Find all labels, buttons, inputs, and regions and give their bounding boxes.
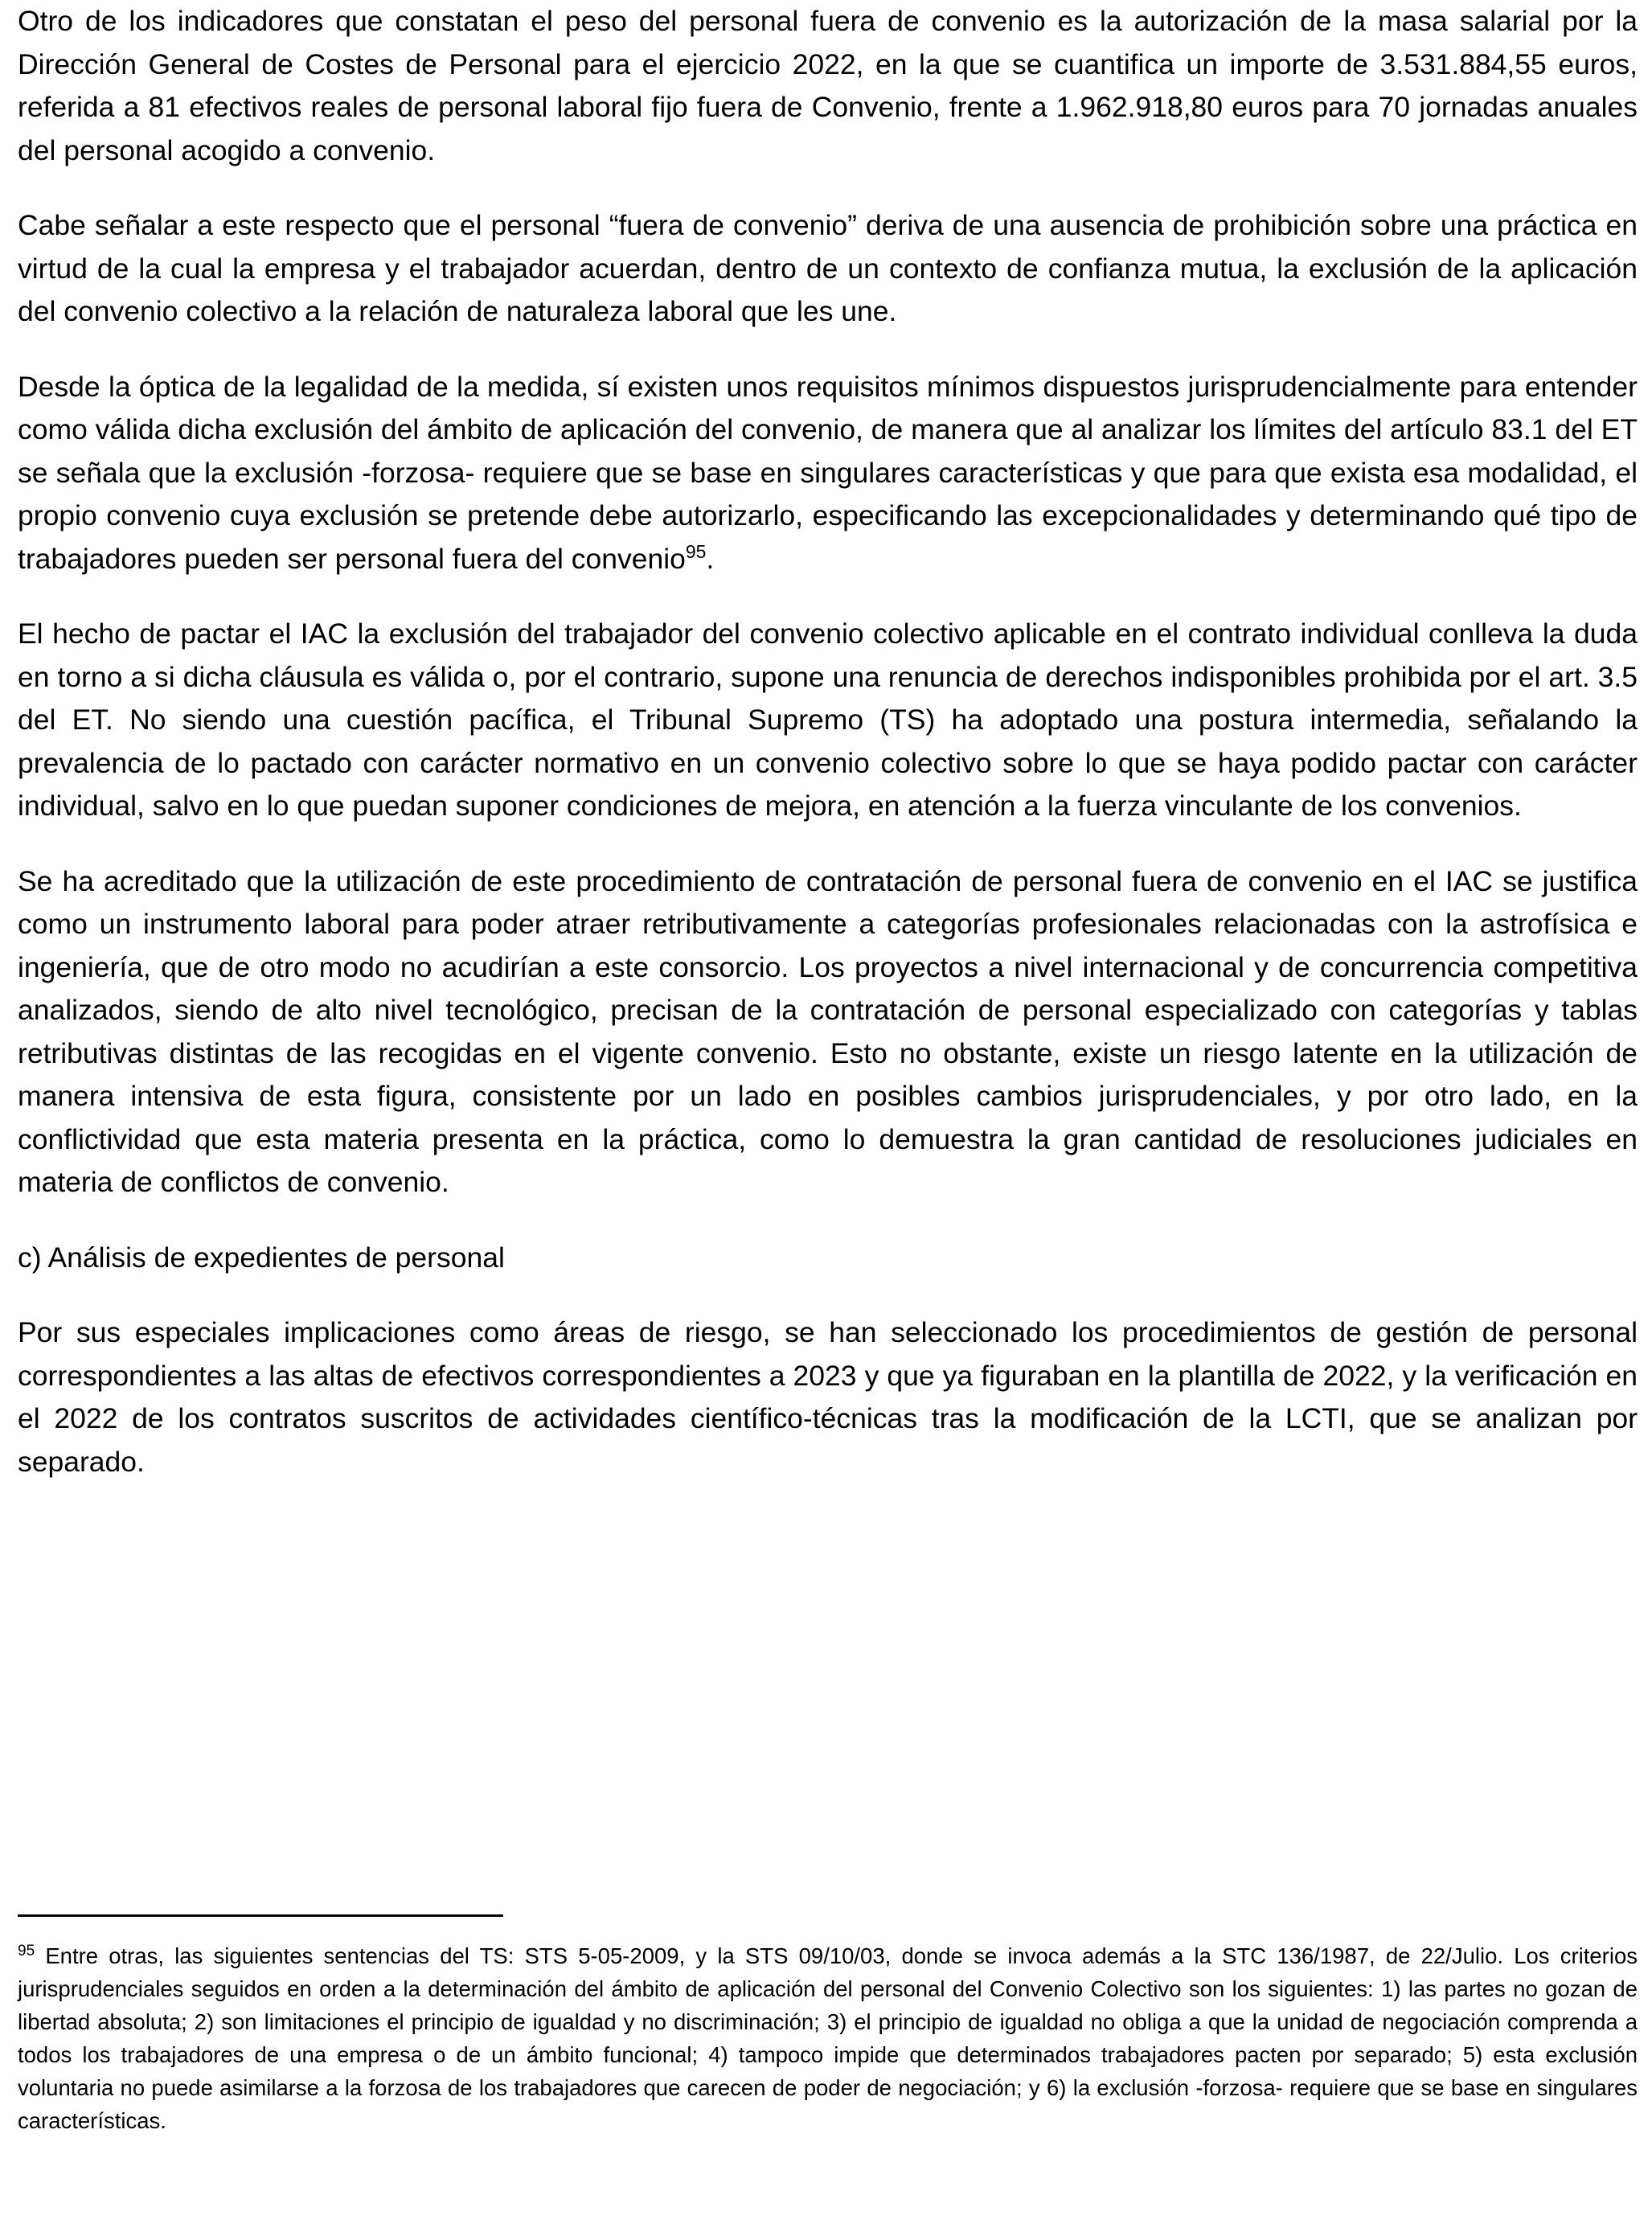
paragraph-6: Por sus especiales implicaciones como áreas de riesgo, se han seleccionado los procedimientos de gestión de personal correspondientes a las altas de efectivos correspondientes a 2023 y que ya figuraban en la plantilla de 2022, y la verificación en el 2022 de los contratos suscritos de actividades científico-técnicas tras la modificación de la LCTI, que se analizan por separado. — [18, 1316, 1638, 1478]
paragraph-5: Se ha acreditado que la utilización de este procedimiento de contratación de personal fuera de convenio en el IAC se justifica como un instrumento laboral para poder atraer retributivamente a categorías profesionales relacionadas con la astrofísica e ingeniería, que de otro modo no acudirían a este consorcio. Los proyectos a nivel internacional y de concurrencia competitiva analizados, siendo de alto nivel tecnológico, precisan de la contratación de personal especializado con categorías y tablas retributivas distintas de las recogidas en el vigente convenio. Esto no obstante, existe un riesgo latente en la utilización de manera intensiva de esta figura, consistente por un lado en posibles cambios jurisprudenciales, y por otro lado, en la conflictividad que esta materia presenta en la práctica, como lo demuestra la gran cantidad de resoluciones judiciales en materia de conflictos de convenio. — [18, 864, 1638, 1198]
body-text-column — [18, 0, 1638, 1483]
footnote-text-95: Entre otras, las siguientes sentencias del TS: STS 5-05-2009, y la STS 09/10/03, donde se invoca además a la STC 136/1987, de 22/Julio. Los criterios jurisprudenciales seguidos en orden a la determinación del ámbito de aplicación del personal del Convenio Colectivo son los siguientes: 1) las partes no gozan de libertad absoluta; 2) son limitaciones el principio de igualdad y no discriminación; 3) el principio de igualdad no obliga a que la unidad de negociación comprenda a todos los trabajadores de una empresa o de un ámbito funcional; 4) tampoco impide que determinados trabajadores pacten por separado; 5) esta exclusión voluntaria no puede asimilarse a la forzosa de los trabajadores que carecen de poder de negociación; y 6) la exclusión -forzosa- requiere que se base en singulares características. — [18, 1943, 1638, 2133]
footnote-number-95: 95 — [18, 1942, 35, 1959]
paragraph-1: Otro de los indicadores que constatan el peso del personal fuera de convenio es la autorización de la masa salarial por la Dirección General de Costes de Personal para el ejercicio 2022, en la que se cuantifica un importe de 3.531.884,55 euros, referida a 81 efectivos reales de personal laboral fijo fuera de Convenio, frente a 1.962.918,80 euros para 70 jornadas anuales del personal acogido a convenio. — [18, 5, 1638, 166]
section-heading-c: c) Análisis de expedientes de personal — [18, 1241, 505, 1274]
paragraph-3-text: Desde la óptica de la legalidad de la medida, sí existen unos requisitos mínimos dispuestos jurisprudencialmente para entender como válida dicha exclusión del ámbito de aplicación del convenio, de manera que al analizar los límites del artículo 83.1 del ET se señala que la exclusión -forzosa- requiere que se base en singulares características y que para que exista esa modalidad, el propio convenio cuya exclusión se pretende debe autorizarlo, especificando las excepcionalidades y determinando qué tipo de trabajadores pueden ser personal fuera del convenio — [18, 370, 1638, 575]
footnote-item-95 — [18, 1939, 1638, 2137]
paragraph-4: El hecho de pactar el IAC la exclusión del trabajador del convenio colectivo aplicable en el contrato individual conlleva la duda en torno a si dicha cláusula es válida o, por el contrario, supone una renuncia de derechos indisponibles prohibida por el art. 3.5 del ET. No siendo una cuestión pacífica, el Tribunal Supremo (TS) ha adoptado una postura intermedia, señalando la prevalencia de lo pactado con carácter normativo en un convenio colectivo sobre lo que se haya podido pactar con carácter individual, salvo en lo que puedan suponer condiciones de mejora, en atención a la fuerza vinculante de los convenios. — [18, 618, 1638, 822]
footnote-area — [18, 1914, 1638, 2137]
paragraph-2: Cabe señalar a este respecto que el personal “fuera de convenio” deriva de una ausencia de prohibición sobre una práctica en virtud de la cual la empresa y el trabajador acuerdan, dentro de un contexto de confianza mutua, la exclusión de la aplicación del convenio colectivo a la relación de naturaleza laboral que les une. — [18, 209, 1638, 327]
footnote-reference-95[interactable]: 95 — [685, 540, 707, 562]
footnote-separator-rule — [18, 1914, 503, 1917]
paragraph-3 — [18, 366, 1638, 581]
paragraph-3-tail: . — [706, 542, 715, 575]
